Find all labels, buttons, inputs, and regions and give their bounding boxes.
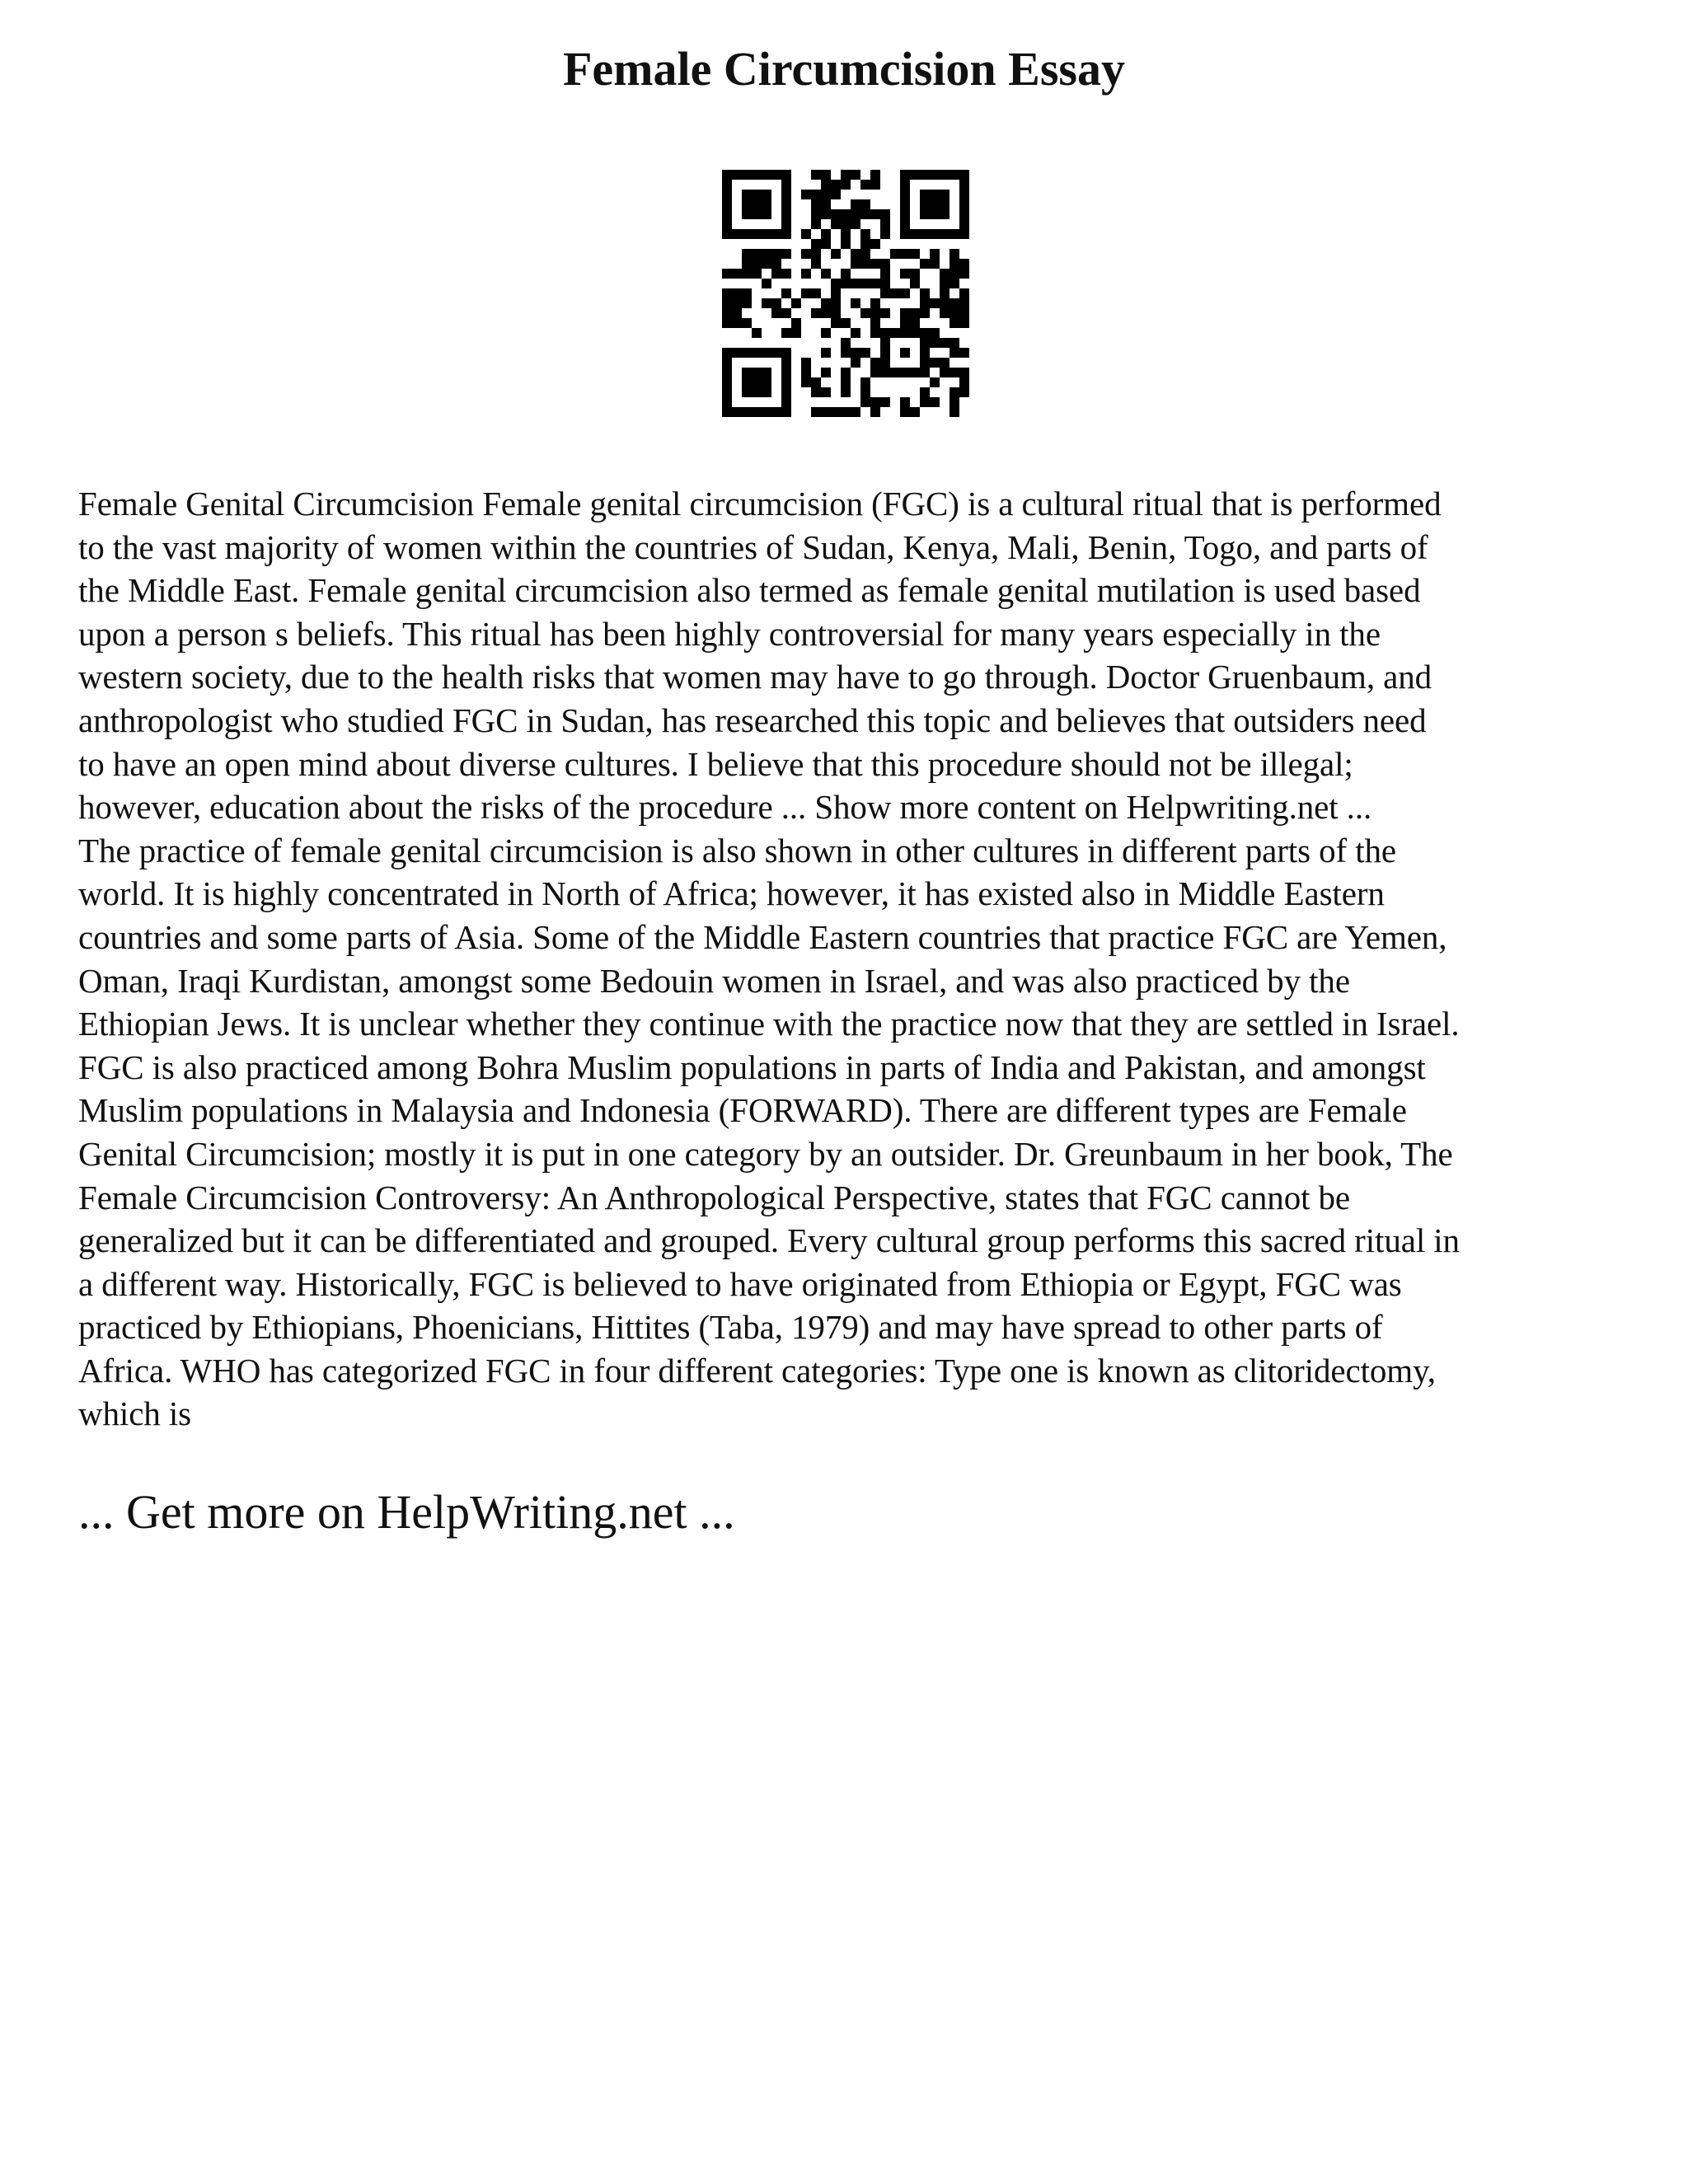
qr-code-icon	[722, 170, 969, 417]
document-title: Female Circumcision Essay	[563, 42, 1125, 96]
essay-body-text: Female Genital Circumcision Female genital circumcision (FGC) is a cultural ritual that is performed to the vast majority of women within the countries of Sudan, Kenya, Mali, Benin, Togo, and parts of the Middle East. Female genital circumcision also termed as female genital mutilation is used based upon a person s beliefs. This ritual has been highly controversial for many years especially in the western society, due to the health risks that women may have to go through. Doctor Gruenbaum, and anthropologist who studied FGC in Sudan, has researched this topic and believes that outsiders need to have an open mind about diverse cultures. I believe that this procedure should not be illegal; however, education about the risks of the procedure ... Show more content on Helpwriting.net ... The practice of female genital circumcision is also shown in other cultures in different parts of the world. It is highly concentrated in North of Africa; however, it has existed also in Middle Eastern countries and some parts of Asia. Some of the Middle Eastern countries that practice FGC are Yemen, Oman, Iraqi Kurdistan, amongst some Bedouin women in Israel, and was also practiced by the Ethiopian Jews. It is unclear whether they continue with the practice now that they are settled in Israel. FGC is also practiced among Bohra Muslim populations in parts of India and Pakistan, and amongst Muslim populations in Malaysia and Indonesia (FORWARD). There are different types are Female Genital Circumcision; mostly it is put in one category by an outsider. Dr. Greunbaum in her book, The Female Circumcision Controversy: An Anthropological Perspective, states that FGC cannot be generalized but it can be differentiated and grouped. Every cultural group performs this sacred ritual in a different way. Historically, FGC is believed to have originated from Ethiopia or Egypt, FGC was practiced by Ethiopians, Phoenicians, Hittites (Taba, 1979) and may have spread to other parts of Africa. WHO has categorized FGC in four different categories: Type one is known as clitoridectomy, which is	[78, 485, 1460, 1433]
get-more-link[interactable]: ... Get more on HelpWriting.net ...	[78, 1485, 735, 1539]
